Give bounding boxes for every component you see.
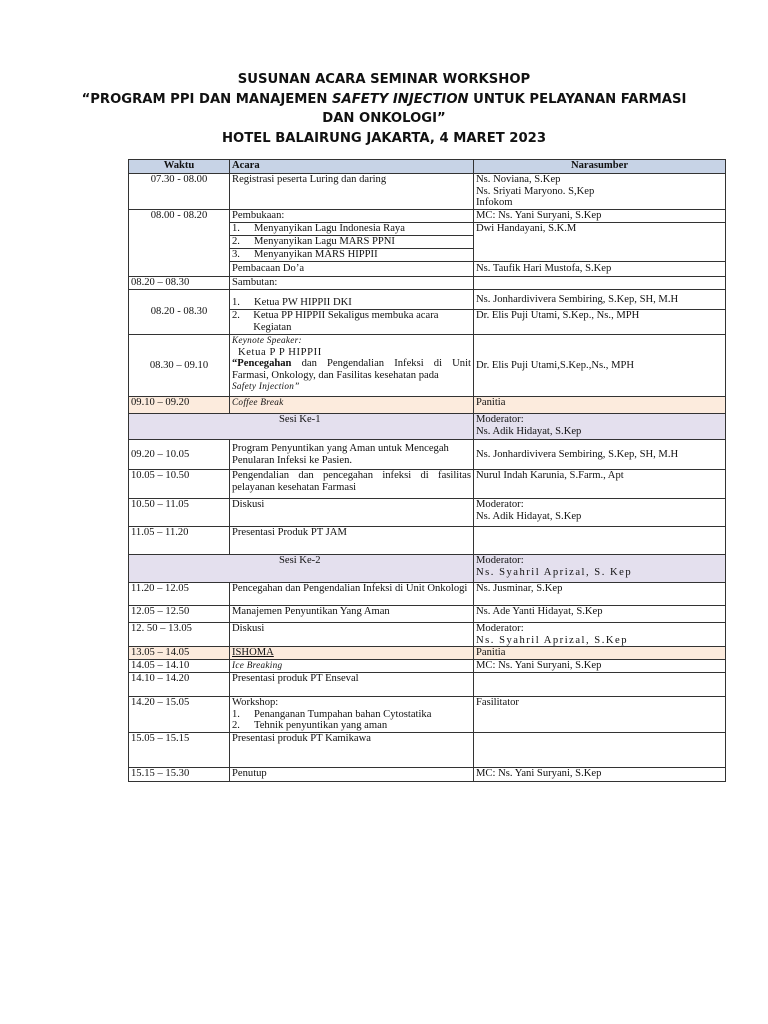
workshop-item: 1. Penanganan Tumpahan bahan Cytostatika <box>232 708 432 720</box>
table-row <box>129 527 726 555</box>
acara-cell: Manajemen Penyuntikan Yang Aman <box>230 606 474 623</box>
moderator-label: Moderator: <box>476 499 524 510</box>
speaker-name: Infokom <box>476 197 513 209</box>
time-cell: 15.15 – 15.30 <box>129 768 230 782</box>
narasumber-cell: Dr. Elis Puji Utami, S.Kep., Ns., MPH <box>474 310 726 335</box>
time-cell: 15.05 – 15.15 <box>129 733 230 768</box>
speaker-name: Ns. Noviana, S.Kep <box>476 174 561 185</box>
time-cell: 11.20 – 12.05 <box>129 583 230 606</box>
table-row <box>129 768 726 782</box>
narasumber-cell: MC: Ns. Yani Suryani, S.Kep <box>474 660 726 673</box>
workshop-label: Workshop: <box>232 697 279 709</box>
narasumber-cell: Nurul Indah Karunia, S.Farm., Apt <box>474 470 726 499</box>
acara-cell: 1. Menyanyikan Lagu Indonesia Raya <box>230 223 474 236</box>
acara-cell: Pembacaan Do’a <box>230 262 474 277</box>
time-cell: 09.20 – 10.05 <box>129 440 230 470</box>
narasumber-cell: Ns. Jusminar, S.Kep <box>474 583 726 606</box>
title-line-2: “PROGRAM PPI DAN MANAJEMEN SAFETY INJECTION UNTUK PELAYANAN FARMASI <box>81 91 687 107</box>
table-row <box>129 277 726 290</box>
acara-cell: Program Penyuntikan yang Aman untuk Mencegah Penularan Infeksi ke Pasien. <box>230 440 474 470</box>
narasumber-cell <box>474 527 726 555</box>
time-cell: 08.30 – 09.10 <box>129 335 230 397</box>
table-row <box>129 647 726 660</box>
title-line-4: HOTEL BALAIRUNG JAKARTA, 4 MARET 2023 <box>221 130 546 146</box>
moderator-name: Ns. Syahril Aprizal, S.Kep <box>476 634 628 646</box>
table-row <box>129 673 726 697</box>
time-cell: 12.05 – 12.50 <box>129 606 230 623</box>
narasumber-cell: Dwi Handayani, S.K.M <box>474 223 726 262</box>
narasumber-cell: MC: Ns. Yani Suryani, S.Kep <box>474 768 726 782</box>
table-row <box>129 290 726 310</box>
table-row <box>129 440 726 470</box>
moderator-name: Ns. Adik Hidayat, S.Kep <box>476 425 582 437</box>
session-label: Sesi Ke-2 <box>129 555 474 583</box>
acara-cell: Presentasi produk PT Enseval <box>230 673 474 697</box>
acara-cell: Pencegahan dan Pengendalian Infeksi di Unit Onkologi <box>230 583 474 606</box>
table-row <box>129 210 726 223</box>
time-cell: 09.10 – 09.20 <box>129 397 230 414</box>
narasumber-cell <box>474 414 726 440</box>
workshop-item: 2. Tehnik penyuntikan yang aman <box>232 720 388 732</box>
table-row <box>129 470 726 499</box>
time-cell: 14.05 – 14.10 <box>129 660 230 673</box>
session-label: Sesi Ke-1 <box>129 414 474 440</box>
acara-cell <box>230 697 474 733</box>
acara-cell: 3. Menyanyikan MARS HIPPII <box>230 249 474 262</box>
narasumber-cell: Dr. Elis Puji Utami,S.Kep.,Ns., MPH <box>474 335 726 397</box>
narasumber-cell: MC: Ns. Yani Suryani, S.Kep <box>474 210 726 223</box>
title-line-3: DAN ONKOLOGI” <box>322 111 446 126</box>
agenda-table <box>128 159 726 782</box>
table-row <box>129 606 726 623</box>
time-cell: 14.20 – 15.05 <box>129 697 230 733</box>
time-cell: 10.50 – 11.05 <box>129 499 230 527</box>
header-narasumber: Narasumber <box>474 160 726 174</box>
narasumber-cell <box>474 555 726 583</box>
acara-cell <box>230 335 474 397</box>
header-waktu: Waktu <box>129 160 230 174</box>
acara-cell: 2. Menyanyikan Lagu MARS PPNI <box>230 236 474 249</box>
acara-cell: Diskusi <box>230 623 474 647</box>
time-cell: 08.00 - 08.20 <box>129 210 230 277</box>
table-row <box>129 335 726 397</box>
moderator-name: Ns. Adik Hidayat, S.Kep <box>476 510 582 522</box>
narasumber-cell: Panitia <box>474 397 726 414</box>
table-row session-row <box>129 414 726 440</box>
table-row <box>129 583 726 606</box>
narasumber-cell: Ns. Ade Yanti Hidayat, S.Kep <box>474 606 726 623</box>
narasumber-cell <box>474 277 726 290</box>
narasumber-cell: Ns. Taufik Hari Mustofa, S.Kep <box>474 262 726 277</box>
table-row <box>129 623 726 647</box>
moderator-label: Moderator: <box>476 414 524 425</box>
acara-cell: 1. Ketua PW HIPPII DKI <box>230 290 474 310</box>
time-cell: 10.05 – 10.50 <box>129 470 230 499</box>
keynote-speaker-role: Ketua P P HIPPII <box>238 346 322 358</box>
narasumber-cell <box>474 673 726 697</box>
table-header-row <box>129 160 726 174</box>
time-cell: 07.30 - 08.00 <box>129 174 230 210</box>
moderator-label: Moderator: <box>476 623 524 634</box>
moderator-name: Ns. Syahril Aprizal, S. Kep <box>476 566 633 578</box>
acara-cell: Diskusi <box>230 499 474 527</box>
acara-cell: Presentasi Produk PT JAM <box>230 527 474 555</box>
narasumber-cell <box>474 733 726 768</box>
time-cell: 14.10 – 14.20 <box>129 673 230 697</box>
time-cell: 08.20 – 08.30 <box>129 277 230 290</box>
acara-cell: Coffee Break <box>230 397 474 414</box>
acara-cell: ISHOMA <box>230 647 474 660</box>
narasumber-cell: Ns. Jonhardivivera Sembiring, S.Kep, SH, M.H <box>474 440 726 470</box>
acara-cell: Pembukaan: <box>230 210 474 223</box>
acara-cell: Ice Breaking <box>230 660 474 673</box>
table-row <box>129 174 726 210</box>
acara-cell: Registrasi peserta Luring dan daring <box>230 174 474 210</box>
time-cell: 13.05 – 14.05 <box>129 647 230 660</box>
table-row <box>129 697 726 733</box>
acara-cell: Penutup <box>230 768 474 782</box>
table-row <box>129 660 726 673</box>
acara-cell: Pengendalian dan pencegahan infeksi di fasilitas pelayanan kesehatan Farmasi <box>230 470 474 499</box>
moderator-label: Moderator: <box>476 555 524 566</box>
keynote-topic: “Pencegahan dan Pengendalian Infeksi di Unit Farmasi, Onkology, dan Fasilitas kesehatan pada <box>232 358 471 381</box>
time-cell: 08.20 - 08.30 <box>129 290 230 335</box>
header-acara: Acara <box>230 160 474 174</box>
keynote-label: Keynote Speaker: <box>232 335 302 345</box>
narasumber-cell: Ns. Jonhardivivera Sembiring, S.Kep, SH, M.H <box>474 290 726 310</box>
table-row <box>129 499 726 527</box>
document-title <box>60 70 708 148</box>
table-row session-row <box>129 555 726 583</box>
keynote-topic-end: Safety Injection” <box>232 381 300 392</box>
time-cell: 11.05 – 11.20 <box>129 527 230 555</box>
title-line-1: SUSUNAN ACARA SEMINAR WORKSHOP <box>237 72 531 87</box>
speaker-name: Ns. Sriyati Maryono. S,Kep <box>476 185 595 197</box>
narasumber-cell: Fasilitator <box>474 697 726 733</box>
narasumber-cell <box>474 499 726 527</box>
narasumber-cell: Panitia <box>474 647 726 660</box>
table-row <box>129 397 726 414</box>
acara-cell: Sambutan: <box>230 277 474 290</box>
table-row <box>129 733 726 768</box>
narasumber-cell <box>474 174 726 210</box>
narasumber-cell <box>474 623 726 647</box>
acara-cell: Presentasi produk PT Kamikawa <box>230 733 474 768</box>
time-cell: 12. 50 – 13.05 <box>129 623 230 647</box>
acara-cell: 2. Ketua PP HIPPII Sekaligus membuka acara Kegiatan <box>230 310 474 335</box>
